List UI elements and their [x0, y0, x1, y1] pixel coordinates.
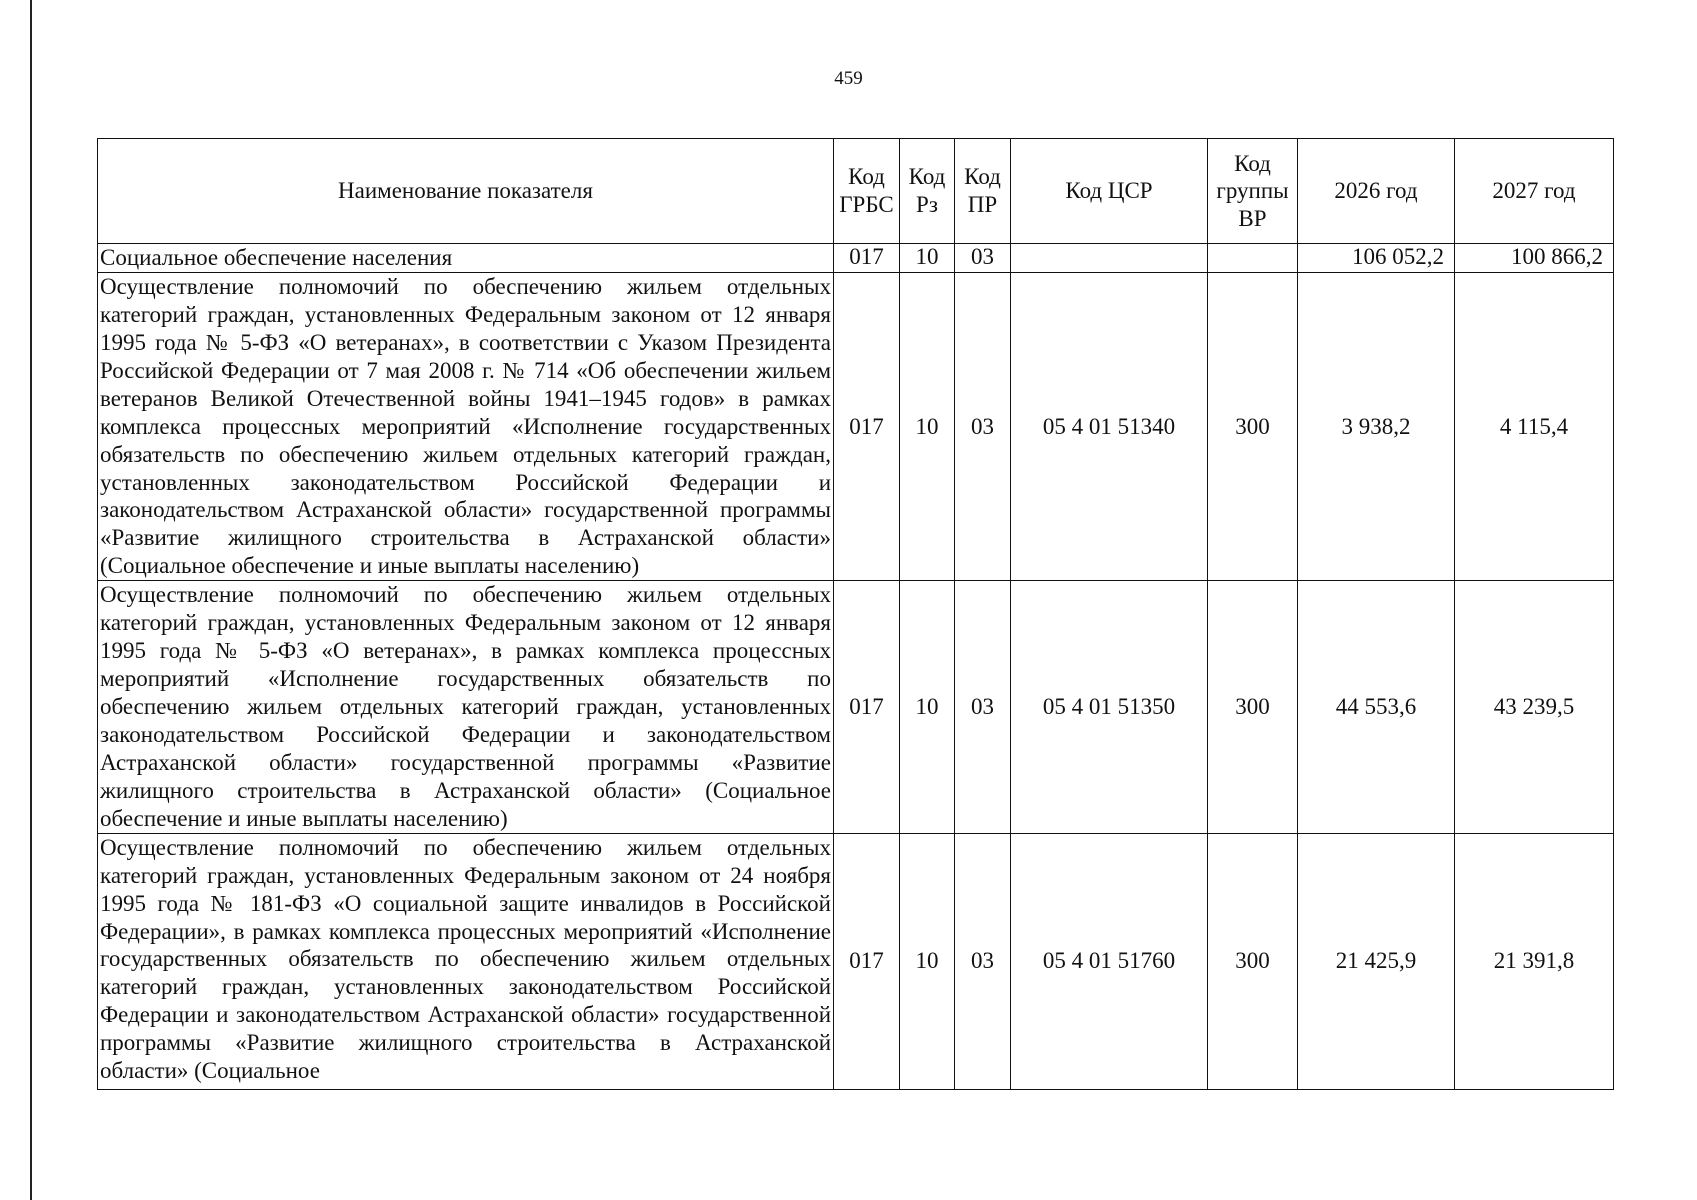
row-2026: 3 938,2 — [1298, 272, 1455, 580]
row-2026: 106 052,2 — [1298, 244, 1455, 273]
row-name-cell — [98, 833, 834, 1089]
row-name: Осуществление полномочий по обеспечению жильем отдельных категорий граждан, установленных Федеральным законом от 24 ноября 1995 года № 181-ФЗ «О социальной защите инвалидов в Российской Федерации», в рамках комплекса процессных мероприятий «Исполнение государственных обязательств по обеспечению жильем отдельных категорий граждан, установленных законодательством Российской Федерации и законодательством Астраханской области» государственной программы «Развитие жилищного строительства в Астраханской области» (Социальное — [100, 834, 831, 1084]
scan-edge-line — [30, 0, 32, 1200]
row-rz: 10 — [900, 833, 955, 1089]
row-pr: 03 — [955, 833, 1011, 1089]
row-csr — [1011, 244, 1208, 273]
row-csr: 05 4 01 51350 — [1011, 581, 1208, 833]
row-csr: 05 4 01 51760 — [1011, 833, 1208, 1089]
row-rz: 10 — [900, 272, 955, 580]
row-name: Осуществление полномочий по обеспечению жильем отдельных категорий граждан, установленных Федеральным законом от 12 января 1995 года № 5-ФЗ «О ветеранах», в рамках комплекса процессных мероприятий «Исполнение государственных обязательств по обеспечению жильем отдельных категорий граждан, установленных законодательством Российской Федерации и законодательством Астраханской области» государственной программы «Развитие жилищного строительства в Астраханской области» (Социальное обеспечение и иные выплаты населению) — [98, 581, 834, 833]
page-number: 459 — [834, 68, 863, 89]
row-pr: 03 — [955, 581, 1011, 833]
header-csr: Код ЦСР — [1011, 139, 1208, 244]
row-2027: 43 239,5 — [1455, 581, 1614, 833]
row-vr: 300 — [1208, 833, 1298, 1089]
header-pr: Код ПР — [955, 139, 1011, 244]
row-2026: 21 425,9 — [1298, 833, 1455, 1089]
row-2027: 100 866,2 — [1455, 244, 1614, 273]
row-rz: 10 — [900, 244, 955, 273]
header-name: Наименование показателя — [98, 139, 834, 244]
row-vr: 300 — [1208, 581, 1298, 833]
row-csr: 05 4 01 51340 — [1011, 272, 1208, 580]
header-2026: 2026 год — [1298, 139, 1455, 244]
row-2027: 4 115,4 — [1455, 272, 1614, 580]
table-row — [98, 244, 1614, 273]
row-pr: 03 — [955, 272, 1011, 580]
table-row — [98, 272, 1614, 580]
header-grbs: Код ГРБС — [834, 139, 900, 244]
row-rz: 10 — [900, 581, 955, 833]
row-grbs: 017 — [834, 833, 900, 1089]
row-grbs: 017 — [834, 272, 900, 580]
row-vr: 300 — [1208, 272, 1298, 580]
budget-table — [97, 138, 1614, 1090]
row-2027: 21 391,8 — [1455, 833, 1614, 1089]
row-name: Социальное обеспечение населения — [98, 244, 834, 273]
table-row — [98, 833, 1614, 1089]
row-grbs: 017 — [834, 581, 900, 833]
row-name: Осуществление полномочий по обеспечению жильем отдельных категорий граждан, установленных Федеральным законом от 12 января 1995 года № 5-ФЗ «О ветеранах», в соответствии с Указом Президента Российской Федерации от 7 мая 2008 г. № 714 «Об обеспечении жильем ветеранов Великой Отечественной войны 1941–1945 годов» в рамках комплекса процессных мероприятий «Исполнение государственных обязательств по обеспечению жильем отдельных категорий граждан, установленных законодательством Российской Федерации и законодательством Астраханской области» государственной программы «Развитие жилищного строительства в Астраханской области» (Социальное обеспечение и иные выплаты населению) — [98, 272, 834, 580]
row-vr — [1208, 244, 1298, 273]
header-vr: Код группы ВР — [1208, 139, 1298, 244]
header-2027: 2027 год — [1455, 139, 1614, 244]
row-pr: 03 — [955, 244, 1011, 273]
header-rz: Код Рз — [900, 139, 955, 244]
header-row — [98, 139, 1614, 244]
row-grbs: 017 — [834, 244, 900, 273]
table-row — [98, 581, 1614, 833]
row-2026: 44 553,6 — [1298, 581, 1455, 833]
